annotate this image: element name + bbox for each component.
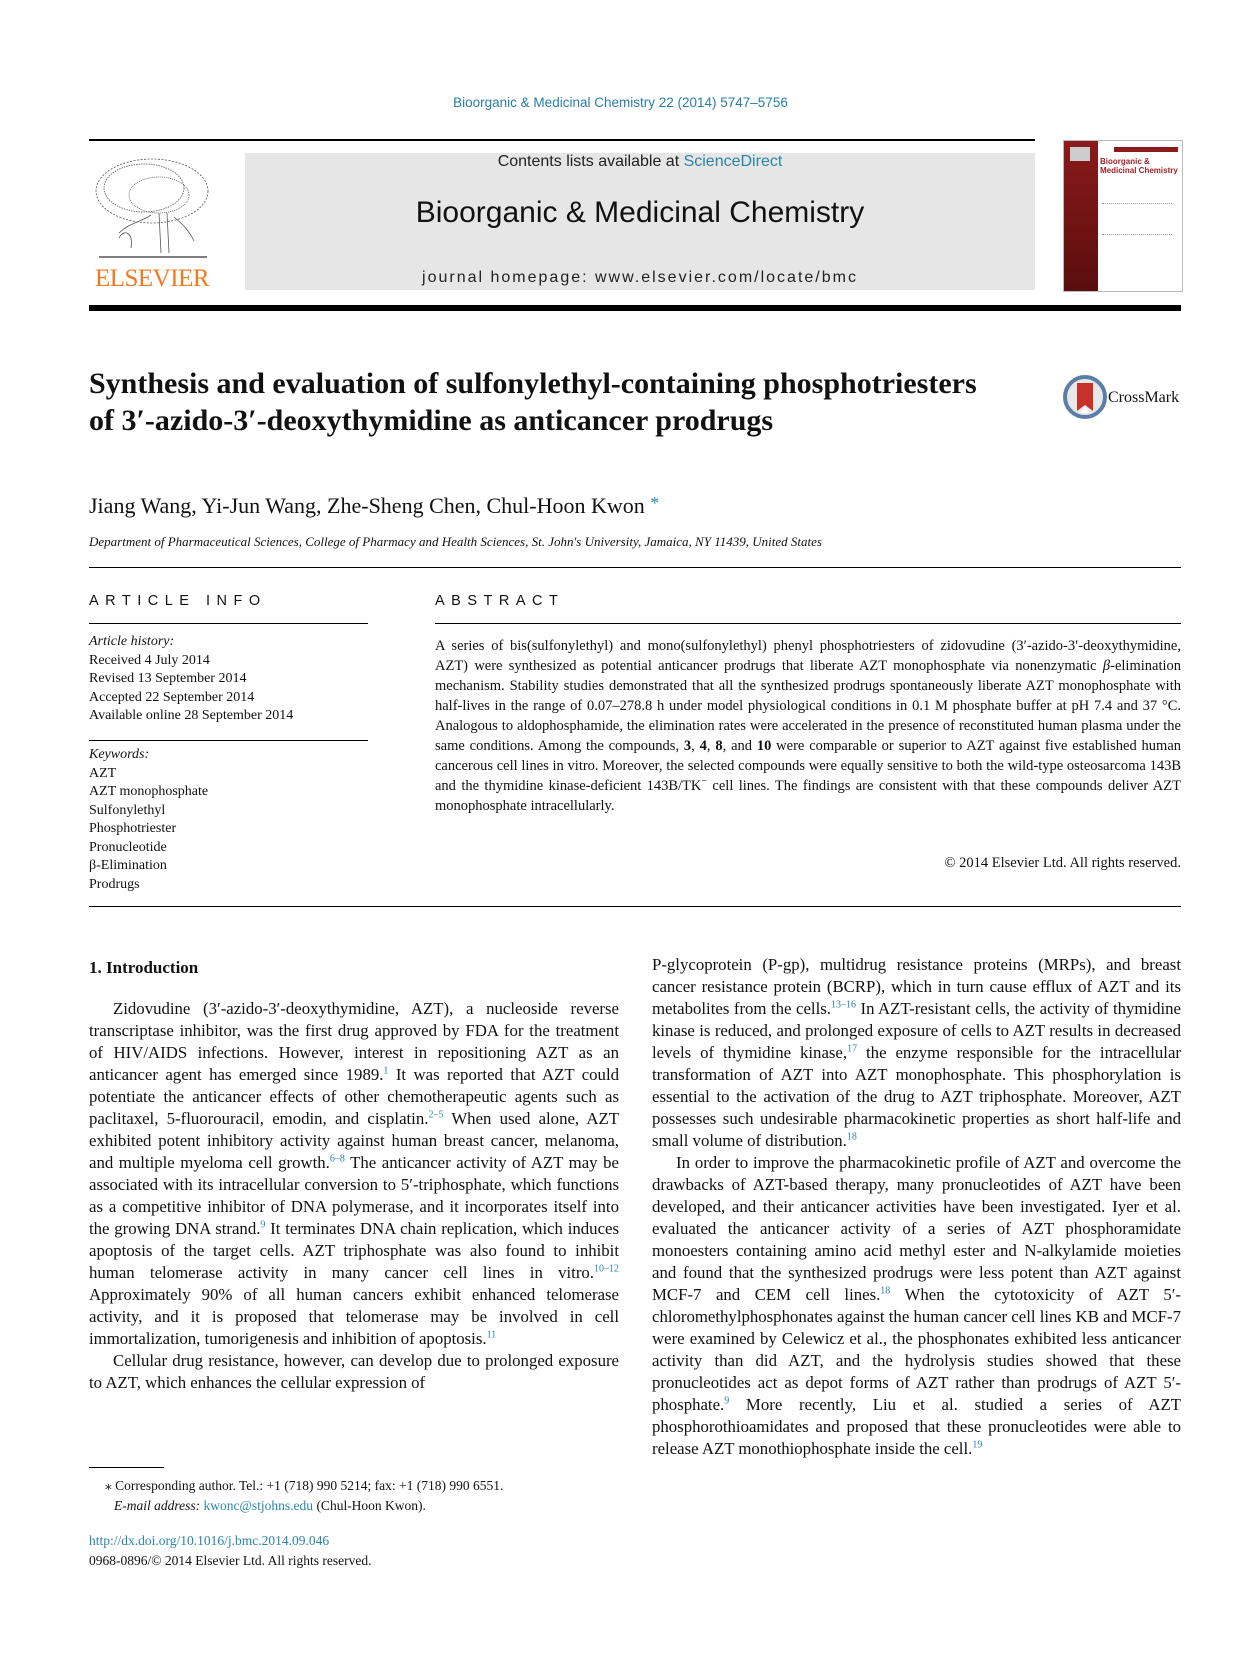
history-online: Available online 28 September 2014	[89, 708, 294, 723]
keywords-rule	[89, 740, 368, 741]
cover-publisher-logo-icon	[1070, 147, 1090, 161]
body-column-right	[652, 954, 1181, 1460]
keywords-label: Keywords:	[89, 747, 150, 762]
citation-link[interactable]: 1	[383, 1065, 389, 1077]
text-run: It terminates DNA chain replication, which induces apoptosis of the target cells. AZT triphosphate was also found to inhibit human telomerase activity in many cancer cell lines in vitro.	[89, 1219, 619, 1282]
journal-citation-link[interactable]: Bioorganic & Medicinal Chemistry 22 (2014) 5747–5756	[453, 95, 788, 110]
article-title: Synthesis and evaluation of sulfonylethyl-containing phosphotriesters of 3′-azido-3′-deoxythymidine as anticancer prodrugs	[89, 367, 977, 437]
text-run: The anticancer activity of AZT may be associated with its intracellular conversion to 5′-triphosphate, which functions as a competitive inhibitor of DNA polymerase, and it incorporates itself into the growing DNA strand.	[89, 1153, 619, 1238]
keyword: Phosphotriester	[89, 821, 177, 836]
footnote	[89, 1476, 609, 1516]
citation-link[interactable]: 9	[724, 1395, 730, 1407]
abstract-rule	[435, 623, 1181, 624]
beta-symbol: β	[1102, 658, 1111, 674]
abstract-part: cell lines. The findings are consistent with that these compounds deliver AZT monophosphate intracellularly.	[435, 778, 1181, 814]
tree-icon	[89, 153, 215, 263]
article-info-rule	[89, 623, 368, 624]
cover-molecule-icon	[1102, 203, 1172, 235]
history-accepted: Accepted 22 September 2014	[89, 689, 255, 705]
crossmark-label: CrossMark	[1108, 389, 1180, 406]
corresponding-author-mark[interactable]: *	[650, 493, 660, 513]
email-label: E-mail address:	[114, 1498, 204, 1513]
text-run: Approximately 90% of all human cancers exhibit enhanced telomerase activity, and it is proposed that telomerase may be involved in cell immortalization, tumorigenesis and inhibition of apoptosis.	[89, 1285, 619, 1348]
cover-spine	[1064, 141, 1098, 291]
citation-link[interactable]: 13–16	[830, 999, 856, 1011]
journal-title: Bioorganic & Medicinal Chemistry	[415, 196, 865, 229]
body-column-left	[89, 998, 619, 1394]
citation-link[interactable]: 6–8	[329, 1153, 345, 1165]
abstract-part: A series of bis(sulfonylethyl) and mono(sulfonylethyl) phenyl phosphotriesters of zidovudine (3′-azido-3′-deoxythymidine, AZT) were synthesized as potential anticancer prodrugs that liberate AZT monophosphate via nonenzymatic	[435, 638, 1181, 674]
compound-10: 10	[756, 738, 772, 754]
separator: , and	[722, 738, 757, 754]
sciencedirect-link[interactable]: ScienceDirect	[683, 153, 783, 170]
separator: ,	[691, 738, 700, 754]
abstract-part: -elimination mechanism. Stability studies demonstrated that all the synthesized prodrugs spontaneously liberate AZT monophosphate with half-lives in the range of 0.07–278.8 h under model physiological conditions in 0.1 M phosphate buffer at pH 7.4 and 37 °C. Analogous to aldophosphamide, the elimination rates were accelerated in the presence of reconstituted human plasma under the same conditions. Among the compounds,	[435, 658, 1181, 754]
citation-link[interactable]: 2–5	[428, 1109, 444, 1121]
doi-block	[89, 1531, 371, 1571]
email-link[interactable]: kwonc@stjohns.edu	[203, 1498, 314, 1513]
citation-link[interactable]: 18	[846, 1131, 857, 1143]
issn-line: 0968-0896/© 2014 Elsevier Ltd. All rights reserved.	[89, 1553, 372, 1568]
section-heading-introduction: 1. Introduction	[89, 958, 199, 977]
text-run: When the cytotoxicity of AZT 5′-chloromethylphosphonates against the human cancer cell lines KB and MCF-7 were examined by Celewicz et al., the phosphonates exhibited less anticancer activity than did AZT, and the hydrolysis studies showed that these pronucleotides act as depot forms of AZT rather than prodrugs of AZT 5′-phosphate.	[652, 1285, 1181, 1414]
journal-cover-thumbnail[interactable]	[1063, 140, 1183, 292]
text-run: P-glycoprotein (P-gp), multidrug resistance proteins (MRPs), and breast cancer resistance protein (BCRP), which in turn cause efflux of AZT and its metabolites from the cells.	[652, 955, 1181, 1018]
abstract-copyright: © 2014 Elsevier Ltd. All rights reserved.	[944, 855, 1181, 871]
text-run: In AZT-resistant cells, the activity of thymidine kinase is reduced, and prolonged exposure of cells to AZT results in decreased levels of thymidine kinase,	[652, 999, 1181, 1062]
contents-available-line	[245, 153, 1035, 171]
citation-link[interactable]: 10–12	[594, 1263, 619, 1275]
citation-link[interactable]: 17	[847, 1043, 858, 1055]
text-run: It was reported that AZT could potentiate the anticancer effects of other chemotherapeutic agents such as paclitaxel, 5-fluorouracil, emodin, and cisplatin.	[89, 1065, 619, 1128]
intro-paragraph-4	[652, 1152, 1181, 1460]
tk-superscript: −	[701, 776, 708, 788]
footnote-rule	[89, 1467, 164, 1468]
article-history	[89, 633, 369, 726]
citation-link[interactable]: 11	[486, 1329, 497, 1341]
text-run: the enzyme responsible for the intracellular transformation of AZT into AZT monophosphate. This phosphorylation is essential to the activation of the drug to AZT triphosphate. Moreover, AZT possesses such undesirable pharmacokinetic properties as short half-life and small volume of distribution.	[652, 1043, 1181, 1150]
abstract-bottom-rule	[89, 906, 1181, 907]
intro-paragraph-1	[89, 998, 619, 1350]
compound-3: 3	[683, 738, 692, 754]
footnote-mark: ⁎	[105, 1478, 112, 1493]
intro-paragraph-2: Cellular drug resistance, however, can develop due to prolonged exposure to AZT, which enhances the cellular expression of	[89, 1351, 619, 1392]
authors-text: Jiang Wang, Yi-Jun Wang, Zhe-Sheng Chen, Chul-Hoon Kwon	[89, 493, 645, 518]
affiliation: Department of Pharmaceutical Sciences, College of Pharmacy and Health Sciences, St. John's University, Jamaica, NY 11439, United States	[89, 534, 822, 549]
contents-prefix: Contents lists available at	[497, 153, 684, 170]
elsevier-wordmark: ELSEVIER	[94, 265, 210, 292]
citation-link[interactable]: 19	[972, 1439, 983, 1451]
history-label: Article history:	[89, 634, 175, 649]
separator: ,	[706, 738, 716, 754]
article-info-heading: ARTICLE INFO	[89, 593, 267, 609]
crossmark-badge[interactable]	[1063, 375, 1107, 424]
email-line	[89, 1496, 609, 1516]
author-list	[89, 493, 659, 519]
abstract-text	[435, 636, 1181, 816]
email-owner: (Chul-Hoon Kwon).	[313, 1498, 426, 1513]
keyword: Pronucleotide	[89, 839, 167, 855]
text-run: More recently, Liu et al. studied a series of AZT phosphorothioamidates and proposed that these pronucleotides were able to release AZT monothiophosphate inside the cell.	[652, 1395, 1181, 1458]
citation-link[interactable]: 18	[880, 1285, 891, 1297]
history-received: Received 4 July 2014	[89, 652, 210, 668]
text-run: Zidovudine (3′-azido-3′-deoxythymidine, AZT), a nucleoside reverse transcriptase inhibitor, was the first drug approved by FDA for the treatment of HIV/AIDS infections. However, interest in repositioning AZT as an anticancer agent has emerged since 1989.	[89, 999, 619, 1084]
intro-paragraph-3	[652, 954, 1181, 1152]
journal-homepage-link[interactable]: journal homepage: www.elsevier.com/locate/bmc	[422, 269, 858, 286]
corresponding-author-note	[89, 1476, 609, 1496]
keyword: Prodrugs	[89, 876, 140, 892]
header-bottom-rule	[89, 305, 1181, 311]
corresponding-author-text: Corresponding author. Tel.: +1 (718) 990 5214; fax: +1 (718) 990 6551.	[115, 1478, 504, 1493]
keyword: Sulfonylethyl	[89, 802, 166, 818]
abstract-heading: ABSTRACT	[435, 593, 565, 609]
keyword: β-Elimination	[89, 858, 167, 873]
citation-link[interactable]: 9	[260, 1219, 266, 1231]
text-run: In order to improve the pharmacokinetic profile of AZT and overcome the drawbacks of AZT-based therapy, many pronucleotides of AZT have been developed, and their anticancer activities have been investigated. Iyer et al. evaluated the anticancer activity of a series of AZT phosphoramidate monoesters containing amino acid methyl ester and N-alkylamide moieties and found that the synthesized prodrugs were less potent than AZT against MCF-7 and CEM cell lines.	[652, 1153, 1181, 1304]
affiliation-rule	[89, 567, 1181, 568]
keyword: AZT monophosphate	[89, 784, 209, 799]
abstract-part: were comparable or superior to AZT against five established human cancerous cell lines in vitro. Moreover, the selected compounds were equally sensitive to both the wild-type osteosarcoma 143B and the thymidine kinase-deficient 143B/TK	[435, 738, 1182, 794]
header-top-rule	[89, 139, 1035, 141]
text-run: When used alone, AZT exhibited potent inhibitory activity against human breast cancer, melanoma, and multiple myeloma cell growth.	[89, 1109, 619, 1172]
cover-title: Bioorganic & Medicinal Chemistry	[1100, 157, 1178, 175]
crossmark-icon	[1063, 375, 1107, 419]
keywords-list	[89, 746, 369, 894]
doi-link[interactable]: http://dx.doi.org/10.1016/j.bmc.2014.09.046	[89, 1533, 330, 1548]
compound-4: 4	[699, 738, 707, 754]
keyword: AZT	[89, 765, 117, 781]
cover-bar	[1114, 147, 1178, 152]
history-revised: Revised 13 September 2014	[89, 671, 247, 686]
compound-8: 8	[715, 738, 723, 754]
